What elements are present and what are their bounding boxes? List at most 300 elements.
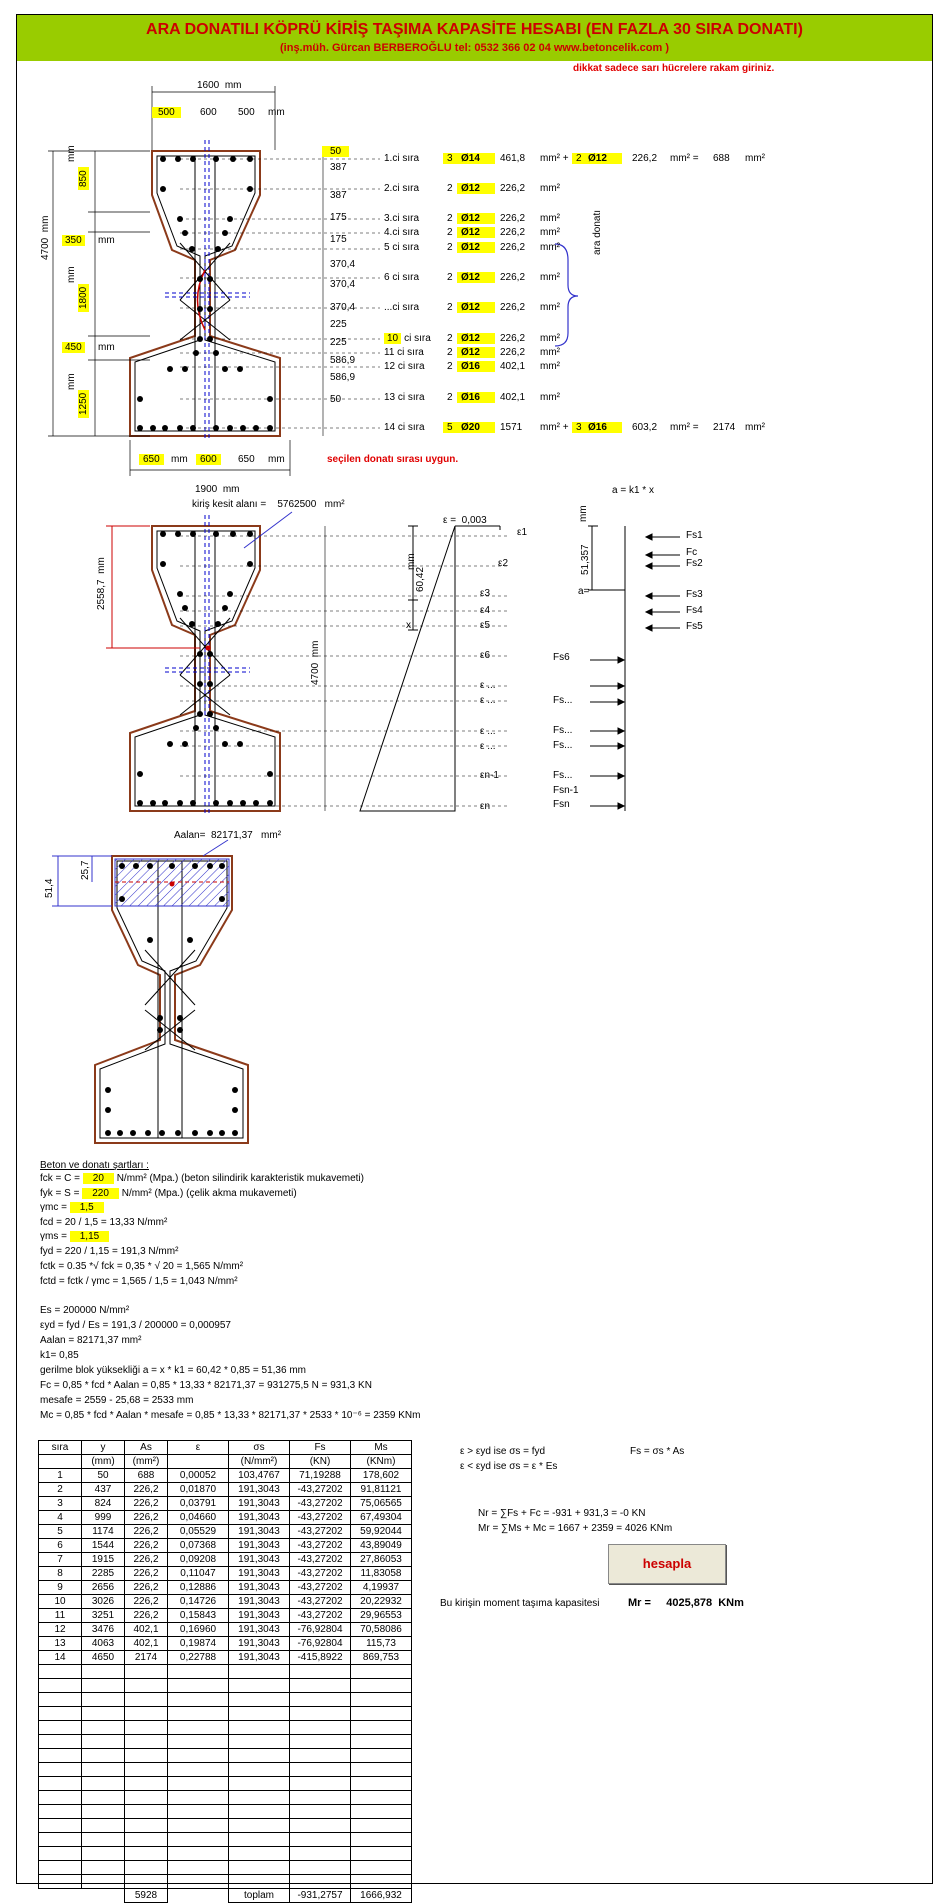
calc-line [40, 1276, 238, 1287]
bar-diameter[interactable]: Ø14 [457, 153, 495, 164]
bottom-part-3: 650 [238, 454, 255, 465]
spacing-value: 225 [330, 319, 347, 330]
table-cell: 191,3043 [229, 1567, 290, 1581]
table-cell: 0,16960 [168, 1623, 229, 1637]
row-number[interactable]: 10 [384, 333, 401, 344]
table-cell: 226,2 [125, 1525, 168, 1539]
rebar-dot [207, 306, 213, 312]
table-cell [39, 1805, 82, 1819]
bar-diameter[interactable]: Ø12 [457, 213, 495, 224]
table-unit: (N/mm²) [229, 1455, 290, 1469]
table-cell [39, 1665, 82, 1679]
left-height-4[interactable]: 450 [62, 342, 85, 353]
bar-count[interactable]: 2 [447, 227, 453, 238]
force-label: Fc [686, 547, 698, 558]
rebar-dot [267, 396, 273, 402]
table-cell: 11 [39, 1609, 82, 1623]
table-cell [168, 1693, 229, 1707]
rebar-dot [213, 156, 219, 162]
table-cell: -43,27202 [290, 1553, 351, 1567]
rebar-dot [222, 605, 228, 611]
spacing-value: 387 [330, 162, 347, 173]
rebar-dot [150, 425, 156, 431]
table-cell: 191,3043 [229, 1525, 290, 1539]
table-cell [125, 1707, 168, 1721]
bottom-part-1[interactable]: 650 [139, 454, 164, 465]
table-cell: 8 [39, 1567, 82, 1581]
table-cell: 7 [39, 1553, 82, 1567]
table-cell: 43,89049 [351, 1539, 412, 1553]
bar-area: 226,2 [500, 272, 526, 283]
table-cell: 191,3043 [229, 1637, 290, 1651]
rebar-dot [119, 896, 125, 902]
left-height-1[interactable]: 850 [78, 167, 89, 190]
table-cell: -43,27202 [290, 1497, 351, 1511]
table-cell [351, 1805, 412, 1819]
bar-area: 402,1 [500, 392, 526, 403]
area-unit: mm² [540, 361, 560, 372]
top-part-1[interactable]: 500 [152, 107, 181, 118]
rebar-dot [193, 725, 199, 731]
total-height: 4700 mm [40, 215, 51, 260]
table-cell: 437 [82, 1483, 125, 1497]
calc-line: Fc = 0,85 * fcd * Aalan = 0,85 * 13,33 * 82171,37 = 931275,5 N = 931,3 KN [40, 1380, 372, 1391]
bar-count[interactable]: 3 [443, 153, 457, 164]
rebar-dot [190, 156, 196, 162]
table-cell [82, 1777, 125, 1791]
table-cell: 0,04660 [168, 1511, 229, 1525]
rebar-dot [267, 425, 273, 431]
spacing-value: 225 [330, 337, 347, 348]
table-cell: -43,27202 [290, 1525, 351, 1539]
table-cell: 4650 [82, 1651, 125, 1665]
rebar-dot [232, 1130, 238, 1136]
rebar-dot [190, 800, 196, 806]
table-cell [229, 1707, 290, 1721]
left-height-5[interactable]: 1250 [78, 390, 89, 418]
rebar-dot [189, 621, 195, 627]
table-row [39, 1721, 412, 1735]
table-cell: 3 [39, 1497, 82, 1511]
condition-2: ε < εyd ise σs = ε * Es [460, 1461, 558, 1472]
table-cell [168, 1763, 229, 1777]
input-value[interactable]: 1,5 [70, 1202, 104, 1213]
table-cell [125, 1721, 168, 1735]
result-label: Bu kirişin moment taşıma kapasitesi [440, 1598, 600, 1609]
bar-count-2[interactable]: 2 [572, 153, 586, 164]
table-cell: 0,09208 [168, 1553, 229, 1567]
rebar-dot [159, 1130, 165, 1136]
bar-diameter[interactable]: Ø16 [457, 392, 495, 403]
table-cell [125, 1805, 168, 1819]
table-cell: -43,27202 [290, 1539, 351, 1553]
table-cell: 1915 [82, 1553, 125, 1567]
left-height-3[interactable]: 1800 [78, 284, 89, 312]
rebar-dot [105, 1087, 111, 1093]
table-row [39, 1511, 412, 1525]
table-cell: -43,27202 [290, 1483, 351, 1497]
calc-label: fck = C = [40, 1173, 83, 1184]
table-cell [125, 1679, 168, 1693]
input-value[interactable]: 220 [82, 1188, 119, 1199]
table-header: Fs [290, 1441, 351, 1455]
table-row [39, 1525, 412, 1539]
table-cell [125, 1819, 168, 1833]
hesapla-button[interactable]: hesapla [608, 1544, 726, 1584]
row-label: 4.ci sıra [384, 227, 420, 238]
table-cell: 0,07368 [168, 1539, 229, 1553]
mr-line: Mr = ∑Ms + Mc = 1667 + 2359 = 4026 KNm [478, 1523, 673, 1534]
bottom-part-2[interactable]: 600 [196, 454, 221, 465]
table-cell [82, 1833, 125, 1847]
table-cell: 27,86053 [351, 1553, 412, 1567]
bar-count[interactable]: 2 [447, 242, 453, 253]
table-cell [39, 1763, 82, 1777]
table-cell: 71,19288 [290, 1469, 351, 1483]
table-total-row [39, 1889, 412, 1903]
rebar-dot [175, 531, 181, 537]
table-cell [351, 1707, 412, 1721]
row-label: ...ci sıra [384, 302, 420, 313]
table-cell [82, 1735, 125, 1749]
table-cell [290, 1805, 351, 1819]
table-cell: 191,3043 [229, 1609, 290, 1623]
rebar-dot [230, 531, 236, 537]
rebar-dot [213, 800, 219, 806]
table-cell: 0,19874 [168, 1637, 229, 1651]
table-cell [82, 1721, 125, 1735]
calc-line [40, 1217, 167, 1228]
table-cell [290, 1693, 351, 1707]
calc-line: Mc = 0,85 * fcd * Aalan * mesafe = 0,85 * 13,33 * 82171,37 * 2533 * 10⁻⁶ = 2359 KNm [40, 1410, 421, 1421]
area-unit: mm² [540, 227, 560, 238]
table-cell [82, 1763, 125, 1777]
table-total-cell: toplam [229, 1889, 290, 1903]
rebar-dot [232, 1107, 238, 1113]
rebar-dot [192, 1130, 198, 1136]
x-value: 60,42 [415, 566, 426, 592]
table-cell: 191,3043 [229, 1623, 290, 1637]
total-unit: mm² [745, 422, 765, 433]
top-width: 1600 mm [197, 80, 242, 91]
calc-label: fyd = [40, 1246, 65, 1257]
table-cell [125, 1693, 168, 1707]
bar-count[interactable]: 2 [447, 361, 453, 372]
table-row [39, 1483, 412, 1497]
bar-count[interactable]: 2 [447, 347, 453, 358]
table-cell [39, 1679, 82, 1693]
table-total-cell [82, 1889, 125, 1903]
table-row [39, 1735, 412, 1749]
bar-diameter[interactable]: Ø12 [457, 347, 495, 358]
rebar-dot [213, 425, 219, 431]
table-cell [82, 1693, 125, 1707]
bar-count[interactable]: 2 [447, 392, 453, 403]
table-cell: 191,3043 [229, 1553, 290, 1567]
table-row [39, 1581, 412, 1595]
rebar-dot [215, 246, 221, 252]
table-cell: 0,11047 [168, 1567, 229, 1581]
table-cell [125, 1791, 168, 1805]
spacing-value[interactable]: 50 [322, 146, 349, 157]
calc-line [40, 1231, 109, 1242]
table-cell: 3026 [82, 1595, 125, 1609]
table-cell [82, 1819, 125, 1833]
table-cell [82, 1847, 125, 1861]
table-cell: 70,58086 [351, 1623, 412, 1637]
calc-text: N/mm² (Mpa.) (beton silindirik karakteristik mukavemeti) [116, 1173, 364, 1184]
epsilon-cu: ε = 0,003 [443, 515, 487, 526]
bar-count[interactable]: 2 [447, 213, 453, 224]
section-area: kiriş kesit alanı = 5762500 mm² [192, 499, 345, 510]
spacing-value: 387 [330, 190, 347, 201]
area-unit: mm² [540, 242, 560, 253]
table-row [39, 1623, 412, 1637]
spacing-value: 586,9 [330, 355, 356, 366]
table-header: sıra [39, 1441, 82, 1455]
epsilon-label: ε2 [498, 558, 509, 569]
table-cell [351, 1777, 412, 1791]
rebar-dot [189, 246, 195, 252]
table-cell: 999 [82, 1511, 125, 1525]
input-value[interactable]: 20 [83, 1173, 114, 1184]
bar-diameter[interactable]: Ø12 [457, 272, 495, 283]
table-row [39, 1791, 412, 1805]
table-cell: 191,3043 [229, 1539, 290, 1553]
table-cell [229, 1749, 290, 1763]
table-cell: 191,3043 [229, 1483, 290, 1497]
rebar-dot [157, 1027, 163, 1033]
table-row [39, 1763, 412, 1777]
table-cell: 9 [39, 1581, 82, 1595]
table-cell [125, 1763, 168, 1777]
epsilon-label: ε5 [480, 620, 491, 631]
rebar-dot [190, 425, 196, 431]
calc-text: 20 / 1,5 = 13,33 N/mm² [64, 1217, 168, 1228]
rebar-dot [219, 896, 225, 902]
table-cell: 75,06565 [351, 1497, 412, 1511]
table-header: As [125, 1441, 168, 1455]
rebar-dot [197, 336, 203, 342]
table-cell: 4,19937 [351, 1581, 412, 1595]
row-label: 3.ci sıra [384, 213, 420, 224]
area-unit: mm² + [540, 153, 569, 164]
rebar-dot [253, 425, 259, 431]
bar-area: 226,2 [500, 333, 526, 344]
table-cell: 4 [39, 1511, 82, 1525]
rebar-dot [177, 800, 183, 806]
table-cell [82, 1791, 125, 1805]
table-cell [351, 1749, 412, 1763]
table-cell [39, 1791, 82, 1805]
rebar-dot [182, 366, 188, 372]
table-cell: -43,27202 [290, 1511, 351, 1525]
table-header-row [39, 1441, 412, 1455]
force-label: Fs... [553, 725, 573, 736]
table-row [39, 1609, 412, 1623]
table-cell [125, 1861, 168, 1875]
page-subtitle: (inş.müh. Gürcan BERBEROĞLU tel: 0532 366 02 04 www.betoncelik.com ) [280, 42, 669, 54]
table-unit: (mm) [82, 1455, 125, 1469]
rebar-dot [182, 741, 188, 747]
table-cell [125, 1749, 168, 1763]
rebar-dot [232, 1087, 238, 1093]
table-row [39, 1707, 412, 1721]
table-cell: 226,2 [125, 1539, 168, 1553]
calc-line: k1= 0,85 [40, 1350, 79, 1361]
table-cell [351, 1721, 412, 1735]
top-unit: mm [268, 107, 285, 118]
rebar-row [384, 213, 419, 224]
rebar-dot [213, 531, 219, 537]
table-cell: 0,14726 [168, 1595, 229, 1609]
bar-area: 226,2 [500, 183, 526, 194]
table-cell [229, 1847, 290, 1861]
rebar-dot [227, 800, 233, 806]
warning-text: dikkat sadece sarı hücrelere rakam giriniz. [573, 63, 775, 74]
row-label: 5 ci sıra [384, 242, 420, 253]
table-cell [168, 1861, 229, 1875]
table-cell [229, 1665, 290, 1679]
rebar-row [384, 227, 419, 238]
left-unit-4: mm [98, 342, 115, 353]
rebar-dot [137, 396, 143, 402]
rebar-dot [145, 1130, 151, 1136]
bar-diameter[interactable]: Ø12 [457, 227, 495, 238]
bar-area: 226,2 [500, 302, 526, 313]
rebar-dot [213, 350, 219, 356]
rebar-dot [177, 425, 183, 431]
table-cell: 1 [39, 1469, 82, 1483]
table-cell: -76,92804 [290, 1637, 351, 1651]
table-cell: 29,96553 [351, 1609, 412, 1623]
table-cell [290, 1749, 351, 1763]
table-row [39, 1651, 412, 1665]
bar-diameter[interactable]: Ø12 [457, 183, 495, 194]
table-cell [125, 1847, 168, 1861]
row-label: 14 ci sıra [384, 422, 425, 433]
bar-count[interactable]: 2 [447, 333, 453, 344]
bar-count[interactable]: 5 [443, 422, 457, 433]
bar-count[interactable]: 2 [447, 272, 453, 283]
height-4700: 4700 mm [310, 640, 321, 685]
bar-diameter[interactable]: Ø12 [457, 302, 495, 313]
table-cell: 91,81121 [351, 1483, 412, 1497]
table-cell [82, 1875, 125, 1889]
epsilon-label: ε3 [480, 588, 491, 599]
table-cell [290, 1861, 351, 1875]
bar-diameter[interactable]: Ø12 [457, 333, 495, 344]
top-part-2: 600 [200, 107, 217, 118]
rebar-dot [137, 425, 143, 431]
rebar-dot [105, 1130, 111, 1136]
rebar-row [384, 392, 425, 403]
rebar-row [384, 347, 424, 358]
epsilon-label: ε6 [480, 650, 491, 661]
rebar-dot [207, 336, 213, 342]
table-total-cell [39, 1889, 82, 1903]
table-cell [168, 1679, 229, 1693]
table-row [39, 1833, 412, 1847]
epsilon-label: εn [480, 801, 491, 812]
table-row [39, 1665, 412, 1679]
table-cell [351, 1679, 412, 1693]
table-cell [82, 1679, 125, 1693]
table-row [39, 1595, 412, 1609]
calc-text: 220 / 1,15 = 191,3 N/mm² [64, 1246, 179, 1257]
rebar-dot [253, 800, 259, 806]
bar-diameter[interactable]: Ø20 [457, 422, 495, 433]
calc-label: γms = [40, 1231, 70, 1242]
table-cell [351, 1819, 412, 1833]
table-cell [229, 1679, 290, 1693]
table-cell: 0,01870 [168, 1483, 229, 1497]
area-unit: mm² [540, 272, 560, 283]
table-cell [229, 1861, 290, 1875]
epsilon-label: ε1 [517, 527, 528, 538]
force-label: Fs1 [686, 530, 703, 541]
bar-diameter-2[interactable]: Ø16 [584, 422, 622, 433]
table-cell: 191,3043 [229, 1595, 290, 1609]
rebar-dot [157, 1015, 163, 1021]
results-table [38, 1440, 412, 1903]
area-unit-2: mm² = [670, 153, 699, 164]
table-header: y [82, 1441, 125, 1455]
table-cell: 226,2 [125, 1581, 168, 1595]
rebar-dot [130, 1130, 136, 1136]
rebar-dot [207, 276, 213, 282]
input-value[interactable]: 1,15 [70, 1231, 109, 1242]
rebar-dot [162, 425, 168, 431]
bar-count[interactable]: 2 [447, 183, 453, 194]
total-unit: mm² [745, 153, 765, 164]
rebar-dot [160, 186, 166, 192]
area-unit: mm² [540, 333, 560, 344]
table-cell: 0,05529 [168, 1525, 229, 1539]
calc-label: fcd = [40, 1217, 65, 1228]
epsilon-label: ε4 [480, 605, 491, 616]
bar-count-2[interactable]: 3 [572, 422, 586, 433]
bottom-width: 1900 mm [195, 484, 240, 495]
table-cell: 191,3043 [229, 1511, 290, 1525]
rebar-dot [227, 216, 233, 222]
rebar-dot [240, 800, 246, 806]
table-cell [290, 1875, 351, 1889]
table-cell [39, 1819, 82, 1833]
table-cell [351, 1693, 412, 1707]
ara-donati-label: ara donatı [592, 209, 603, 255]
table-header: ε [168, 1441, 229, 1455]
area-unit: mm² [540, 392, 560, 403]
left-height-2[interactable]: 350 [62, 235, 85, 246]
calc-text: 1,565 / 1,5 = 1,043 N/mm² [121, 1276, 238, 1287]
table-cell [351, 1833, 412, 1847]
bar-diameter[interactable]: Ø16 [457, 361, 495, 372]
bar-diameter-2[interactable]: Ø12 [584, 153, 622, 164]
force-label: Fs3 [686, 589, 703, 600]
table-row [39, 1679, 412, 1693]
force-label: Fsn [553, 799, 570, 810]
table-cell: 4063 [82, 1637, 125, 1651]
table-cell [168, 1735, 229, 1749]
table-cell: 0,03791 [168, 1497, 229, 1511]
table-unit [39, 1455, 82, 1469]
bar-diameter[interactable]: Ø12 [457, 242, 495, 253]
dim-25: 25,7 [80, 860, 91, 880]
rebar-dot [207, 711, 213, 717]
table-total-cell [168, 1889, 229, 1903]
bar-count[interactable]: 2 [447, 302, 453, 313]
